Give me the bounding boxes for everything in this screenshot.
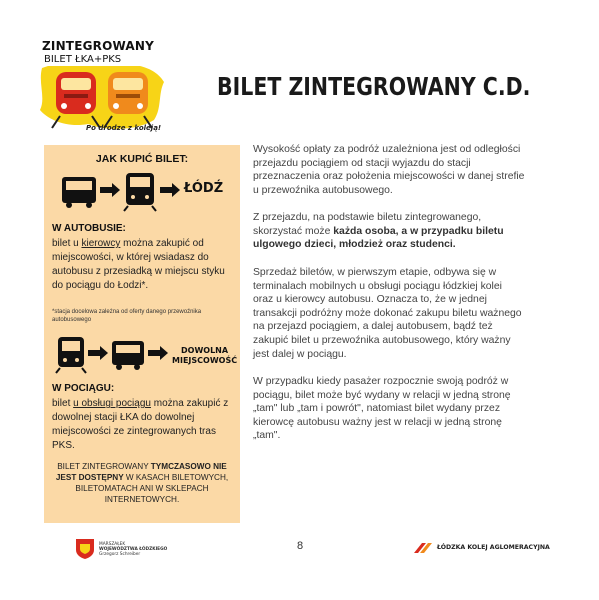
marshal-logo bbox=[75, 538, 175, 560]
logo-slogan: Po drodze z koleją! bbox=[86, 124, 162, 132]
how-to-buy-heading: JAK KUPIĆ BILET: bbox=[95, 153, 189, 165]
train-icon bbox=[56, 337, 86, 373]
bus-section-label: W AUTOBUSIE: bbox=[52, 223, 126, 234]
train-icon bbox=[124, 173, 156, 211]
marshal-line2: WOJEWÓDZTWA ŁÓDZKIEGO bbox=[99, 547, 168, 552]
train-section-label: W POCIĄGU: bbox=[52, 383, 115, 394]
availability-notice: BILET ZINTEGROWANY TYMCZASOWO NIE JEST DOSTĘPNY W KASACH BILETOWYCH, BILETOMATACH ANI W SKLEPACH INTERNETOWYCH. bbox=[55, 462, 229, 504]
bus-icon bbox=[62, 177, 96, 208]
arrow-right-icon bbox=[100, 183, 120, 197]
train-section-text: bilet u obsługi pociągu można zakupić z dowolnej stacji ŁKA do dowolnej miejscowości ze zintegrowanych tras PKS. bbox=[52, 398, 229, 451]
bus-section-text: bilet u kierowcy można zakupić od miejscowości, w której wsiadasz do autobusu z przesiadką w miejscu styku do pociągu do Łodzi*. bbox=[52, 238, 225, 291]
marshal-line1: MARSZAŁEK bbox=[99, 542, 126, 547]
how-to-buy-panel bbox=[44, 145, 240, 523]
lka-logo bbox=[412, 541, 572, 557]
logo-title: ZINTEGROWANY bbox=[42, 39, 154, 53]
lka-logo-text: ŁÓDZKA KOLEJ AGLOMERACYJNA bbox=[437, 544, 550, 551]
paragraph-sales: Sprzedaż biletów, w pierwszym etapie, odbywa się w terminalach mobilnych u obsługi pociągu łódzkiej kolei oraz u kierowcy autobusu. Oznacza to, że w jednej transakcji podróżny może dokonać zakupu biletu ważnego na przejazd pociągiem, a dalej autobusem, bądź też zakupić bilet u przewoźnika autobusowego, który ważny jest dalej w pociągu. bbox=[253, 267, 522, 360]
lka-logo-icon bbox=[412, 541, 434, 555]
logo bbox=[28, 28, 178, 138]
destination-any-town: DOWOLNA MIEJSCOWOŚĆ bbox=[172, 346, 238, 365]
arrow-right-icon bbox=[160, 183, 180, 197]
destination-footnote: *stacja docelowa zależna od oferty danego przewoźnika autobusowego bbox=[52, 309, 202, 323]
page-title: BILET ZINTEGROWANY C.D. bbox=[217, 72, 531, 101]
paragraph-eligibility: Z przejazdu, na podstawie biletu zintegrowanego, skorzystać może każda osoba, a w przypadku biletu ulgowego dzieci, młodzież oraz studenci. bbox=[253, 212, 504, 251]
arrow-right-icon bbox=[148, 346, 168, 360]
bus-icon bbox=[112, 341, 144, 370]
marshal-line3: Grzegorz Schreiber bbox=[99, 552, 141, 557]
page-number: 8 bbox=[296, 540, 304, 552]
paragraph-direction: W przypadku kiedy pasażer rozpocznie swoją podróż w pociągu, bilet może być wydany w relacji w jedną stronę „tam" lub „tam i powrót", natomiast bilet wydany przez kierowcę autobusu ważny jest w relacji w jedną stronę „tam". bbox=[253, 376, 511, 442]
paragraph-fare: Wysokość opłaty za podróż uzależniona jest od odległości przejazdu pociągiem od stacji wyjazdu do stacji przeznaczenia oraz położenia miejscowości w danej strefie u przewoźnika autobusowego. bbox=[253, 144, 525, 196]
destination-lodz: ŁÓDŹ bbox=[184, 181, 224, 196]
coat-of-arms-icon bbox=[75, 538, 95, 560]
arrow-right-icon bbox=[88, 346, 108, 360]
logo-subtitle: BILET ŁKA+PKS bbox=[44, 54, 122, 65]
